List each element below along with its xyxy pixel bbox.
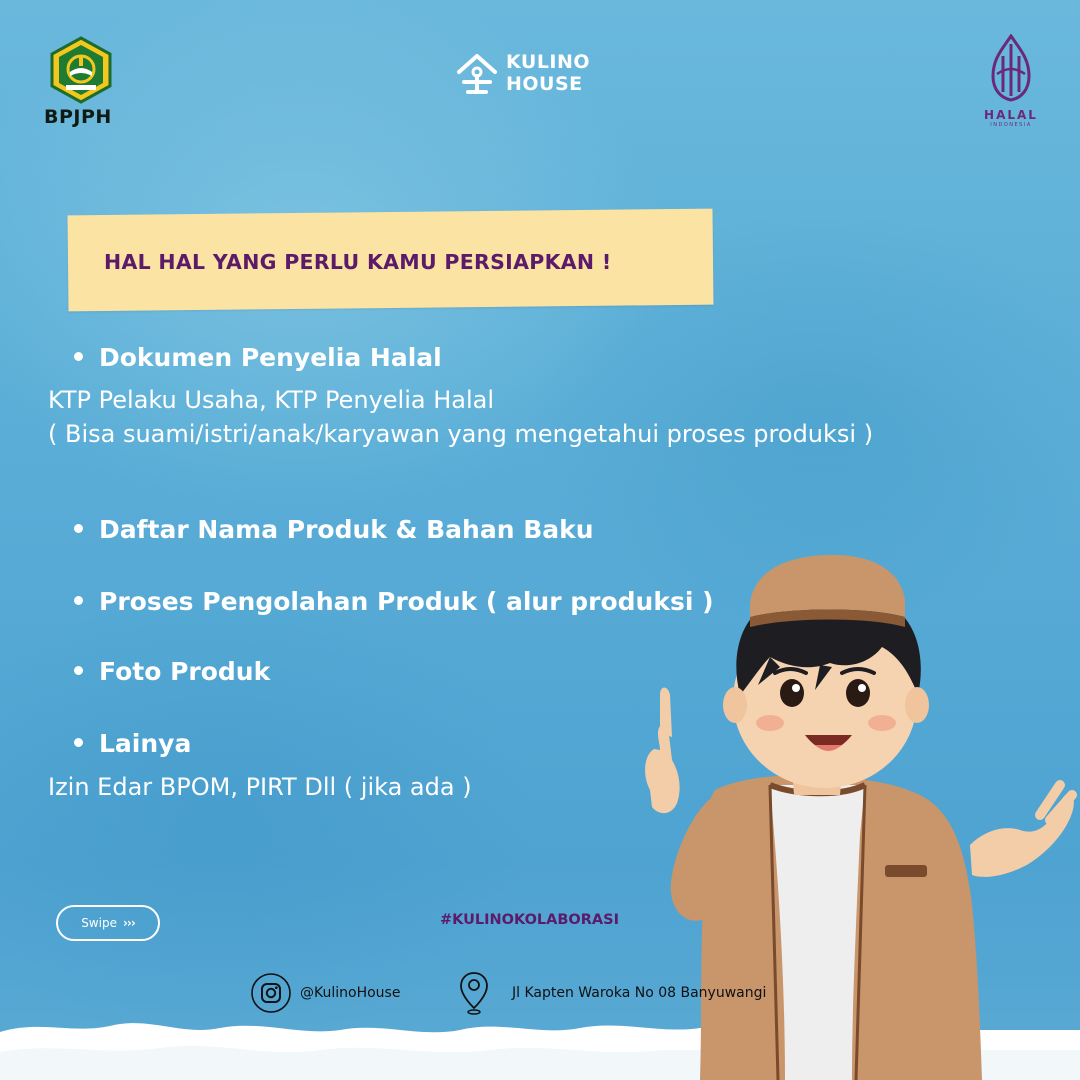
list-item-label: Dokumen Penyelia Halal [99, 343, 442, 372]
instagram-icon [250, 972, 292, 1014]
dokumen-detail-line2: ( Bisa suami/istri/anak/karyawan yang mengetahui proses produksi ) [48, 420, 874, 448]
house-icon [454, 50, 500, 96]
lainya-detail: Izin Edar BPOM, PIRT Dll ( jika ada ) [48, 773, 472, 801]
list-item-label: Daftar Nama Produk & Bahan Baku [99, 515, 594, 544]
bullet-dot-icon [74, 352, 83, 361]
bullet-dot-icon [74, 524, 83, 533]
list-item-daftar-produk [74, 515, 594, 544]
location-pin-icon [458, 970, 490, 1016]
halal-label: HALAL [984, 108, 1038, 122]
address-text: Jl Kapten Waroka No 08 Banyuwangi [512, 985, 767, 1001]
swipe-button[interactable] [56, 905, 160, 941]
bpjph-label: BPJPH [44, 106, 112, 128]
chevron-right-icon: ››› [122, 916, 135, 930]
dokumen-detail [48, 385, 948, 449]
bullet-dot-icon [74, 596, 83, 605]
footer-location [458, 970, 766, 1016]
instagram-handle: @KulinoHouse [300, 985, 401, 1001]
bpjph-logo [44, 36, 140, 128]
list-item-label: Foto Produk [99, 657, 271, 686]
kulino-label-line1: KULINO [506, 51, 591, 73]
banner-title: HAL HAL YANG PERLU KAMU PERSIAPKAN ! [104, 250, 612, 274]
list-item-lainya [74, 729, 191, 758]
list-item-foto [74, 657, 270, 686]
swipe-label: Swipe [81, 916, 117, 930]
halal-emblem-icon [983, 34, 1039, 102]
kulino-label-line2: HOUSE [506, 73, 583, 95]
halal-sublabel: INDONESIA [990, 122, 1032, 128]
list-item-label: Proses Pengolahan Produk ( alur produksi ) [99, 587, 714, 616]
hashtag: #KULINOKOLABORASI [440, 912, 619, 928]
bullet-dot-icon [74, 738, 83, 747]
footer-instagram[interactable] [250, 972, 400, 1014]
dokumen-detail-line1: KTP Pelaku Usaha, KTP Penyelia Halal [48, 386, 495, 414]
list-item-label: Lainya [99, 729, 192, 758]
list-item-proses [74, 587, 714, 616]
list-item-dokumen [74, 343, 442, 372]
kulino-house-logo [454, 50, 590, 96]
bullet-dot-icon [74, 666, 83, 675]
kemenag-emblem-icon [48, 36, 114, 104]
halal-indonesia-logo [978, 34, 1044, 128]
